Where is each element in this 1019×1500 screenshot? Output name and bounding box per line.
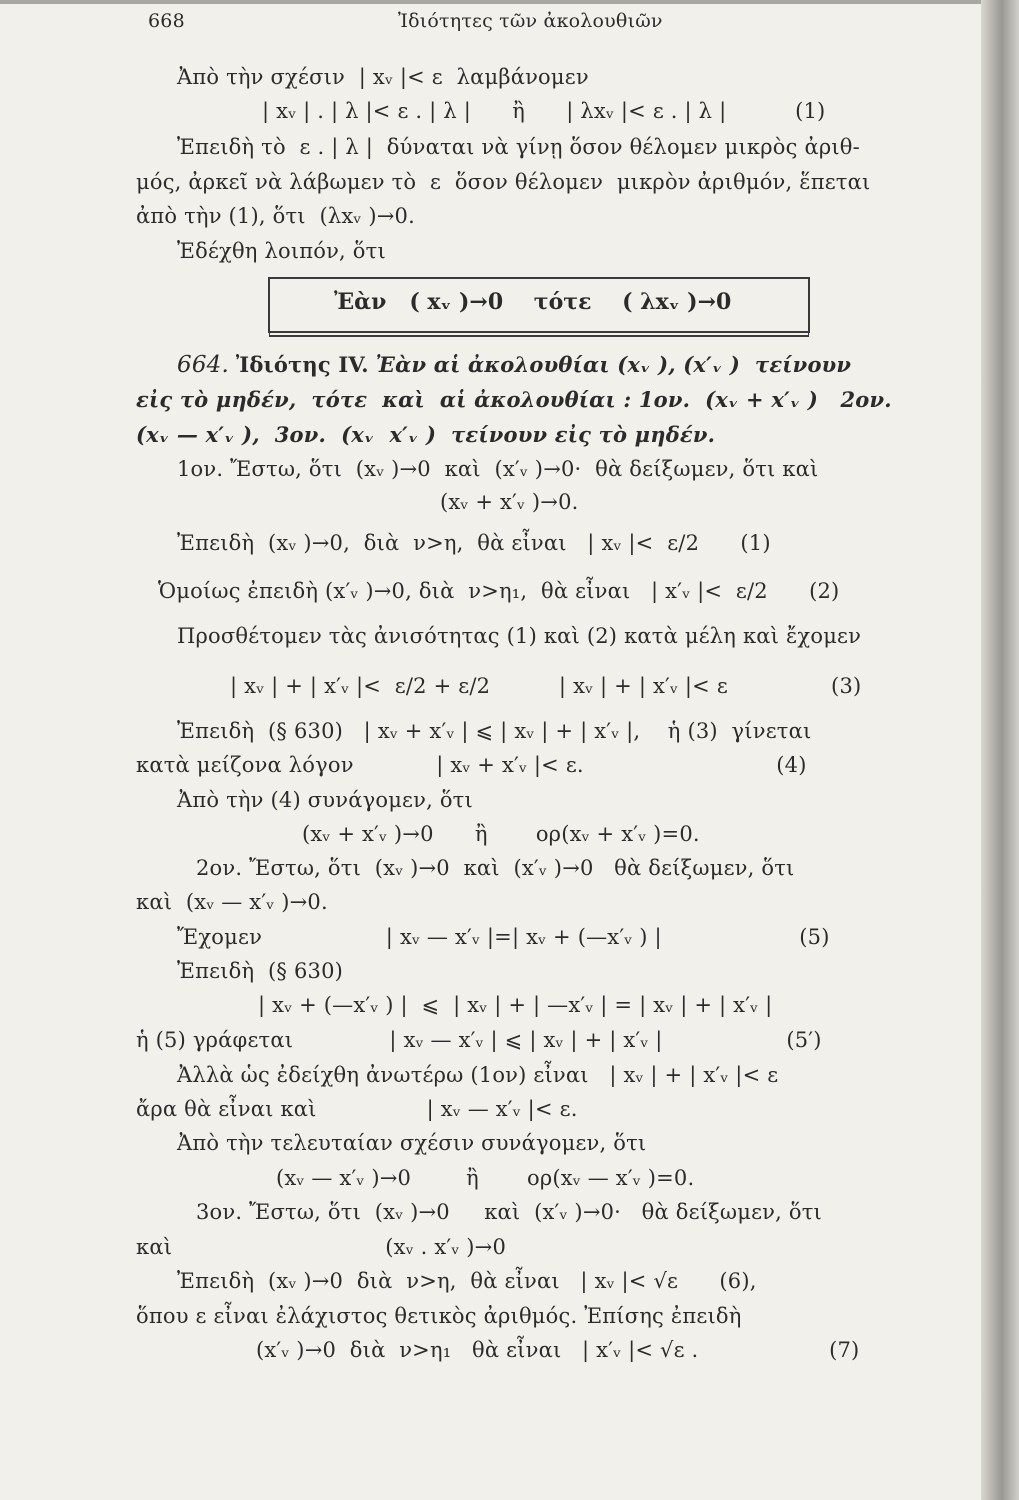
section-title: Ἰδιότης IV. bbox=[235, 352, 369, 377]
text-line: καὶ (xᵥ — x′ᵥ )→0. bbox=[136, 890, 328, 914]
text-line: 1ον. Ἔστω, ὅτι (xᵥ )→0 καὶ (x′ᵥ )→0· θὰ δείξωμεν, ὅτι καὶ bbox=[177, 457, 819, 481]
text-line: Ἀλλὰ ὡς ἐδείχθη ἀνωτέρω (1ον) εἶναι | xᵥ | + | x′ᵥ |< ε bbox=[177, 1063, 779, 1087]
equation-line: | xᵥ + (—x′ᵥ ) | ⩽ | xᵥ | + | —x′ᵥ | = | xᵥ | + | x′ᵥ | bbox=[258, 993, 773, 1017]
equation-line: (xᵥ + x′ᵥ )→0 ἢ ορ(xᵥ + x′ᵥ )=0. bbox=[302, 822, 700, 846]
text-line: Προσθέτομεν τὰς ἀνισότητας (1) καὶ (2) κατὰ μέλη καὶ ἔχομεν bbox=[177, 624, 862, 648]
text-line: μός, ἀρκεῖ νὰ λάβωμεν τὸ ε ὅσον θέλομεν μικρὸν ἀριθμόν, ἕπεται bbox=[136, 170, 871, 194]
section-statement: Ἐὰν αἱ ἀκολουθίαι (xᵥ ), (x′ᵥ ) τείνουν bbox=[375, 352, 852, 377]
text-line: καὶ (xᵥ . x′ᵥ )→0 bbox=[136, 1235, 507, 1259]
text-line: ὅπου ε εἶναι ἐλάχιστος θετικὸς ἀριθμός. Ἐπίσης ἐπειδὴ bbox=[136, 1304, 742, 1328]
text-line: κατὰ μείζονα λόγον | xᵥ + x′ᵥ |< ε. (4) bbox=[136, 753, 807, 777]
text-line: ἡ (5) γράφεται | xᵥ — x′ᵥ | ⩽ | xᵥ | + | x′ᵥ | (5′) bbox=[136, 1028, 822, 1052]
text-line: Ἐπειδὴ (xᵥ )→0, διὰ ν>η, θὰ εἶναι | xᵥ |< ε/2 (1) bbox=[177, 531, 771, 555]
text-line: 2ον. Ἔστω, ὅτι (xᵥ )→0 καὶ (x′ᵥ )→0 θὰ δείξωμεν, ὅτι bbox=[196, 856, 795, 880]
page-top-edge bbox=[0, 0, 1019, 4]
text-line: Ἀπὸ τὴν τελευταίαν σχέσιν συνάγομεν, ὅτι bbox=[177, 1131, 647, 1155]
section-number: 664. bbox=[177, 352, 230, 378]
running-title: Ἰδιότητες τῶν ἀκολουθιῶν bbox=[398, 10, 663, 32]
text-line: Ἀπὸ τὴν σχέσιν | xᵥ |< ε λαμβάνομεν bbox=[177, 65, 589, 89]
equation-line: | xᵥ | . | λ |< ε . | λ | ἢ | λxᵥ |< ε . | λ | (1) bbox=[262, 99, 826, 123]
text-line: 3ον. Ἔστω, ὅτι (xᵥ )→0 καὶ (x′ᵥ )→0· θὰ δείξωμεν, ὅτι bbox=[196, 1200, 822, 1224]
text-line: Ἐπειδὴ (§ 630) | xᵥ + x′ᵥ | ⩽ | xᵥ | + | x′ᵥ |, ἡ (3) γίνεται bbox=[177, 719, 812, 743]
page-binding-edge bbox=[981, 0, 1019, 1500]
text-line: ἀπὸ τὴν (1), ὅτι (λxᵥ )→0. bbox=[136, 204, 415, 228]
text-line: Ἀπὸ τὴν (4) συνάγομεν, ὅτι bbox=[177, 788, 473, 812]
text-line: Ἔχομεν | xᵥ — x′ᵥ |=| xᵥ + (—x′ᵥ ) | (5) bbox=[177, 925, 830, 949]
boxed-theorem-text: Ἐὰν ( xᵥ )→0 τότε ( λxᵥ )→0 bbox=[334, 289, 732, 315]
equation-line: | xᵥ | + | x′ᵥ |< ε/2 + ε/2 | xᵥ | + | x′ᵥ |< ε (3) bbox=[230, 674, 862, 698]
text-line: Ἐπειδὴ (xᵥ )→0 διὰ ν>η, θὰ εἶναι | xᵥ |< √ε (6), bbox=[177, 1269, 757, 1293]
section-heading bbox=[177, 352, 851, 378]
text-line: (x′ᵥ )→0 διὰ ν>η₁ θὰ εἶναι | x′ᵥ |< √ε . (7) bbox=[256, 1338, 860, 1362]
page-number: 668 bbox=[148, 10, 185, 32]
equation-line: (xᵥ + x′ᵥ )→0. bbox=[440, 490, 579, 514]
section-statement: (xᵥ — x′ᵥ ), 3ον. (xᵥ x′ᵥ ) τείνουν εἰς τὸ μηδέν. bbox=[136, 422, 716, 447]
text-line: ἄρα θὰ εἶναι καὶ | xᵥ — x′ᵥ |< ε. bbox=[136, 1097, 578, 1121]
text-line: Ἐπειδὴ τὸ ε . | λ | δύναται νὰ γίνῃ ὅσον θέλομεν μικρὸς ἀριθ- bbox=[177, 135, 860, 159]
text-line: Ὁμοίως ἐπειδὴ (x′ᵥ )→0, διὰ ν>η₁, θὰ εἶναι | x′ᵥ |< ε/2 (2) bbox=[158, 579, 840, 603]
equation-line: (xᵥ — x′ᵥ )→0 ἢ ορ(xᵥ — x′ᵥ )=0. bbox=[276, 1166, 695, 1190]
text-line: Ἐπειδὴ (§ 630) bbox=[177, 959, 344, 983]
section-statement: εἰς τὸ μηδέν, τότε καὶ αἱ ἀκολουθίαι : 1ον. (xᵥ + x′ᵥ ) 2ον. bbox=[136, 387, 892, 412]
text-line: Ἐδέχθη λοιπόν, ὅτι bbox=[177, 239, 386, 263]
